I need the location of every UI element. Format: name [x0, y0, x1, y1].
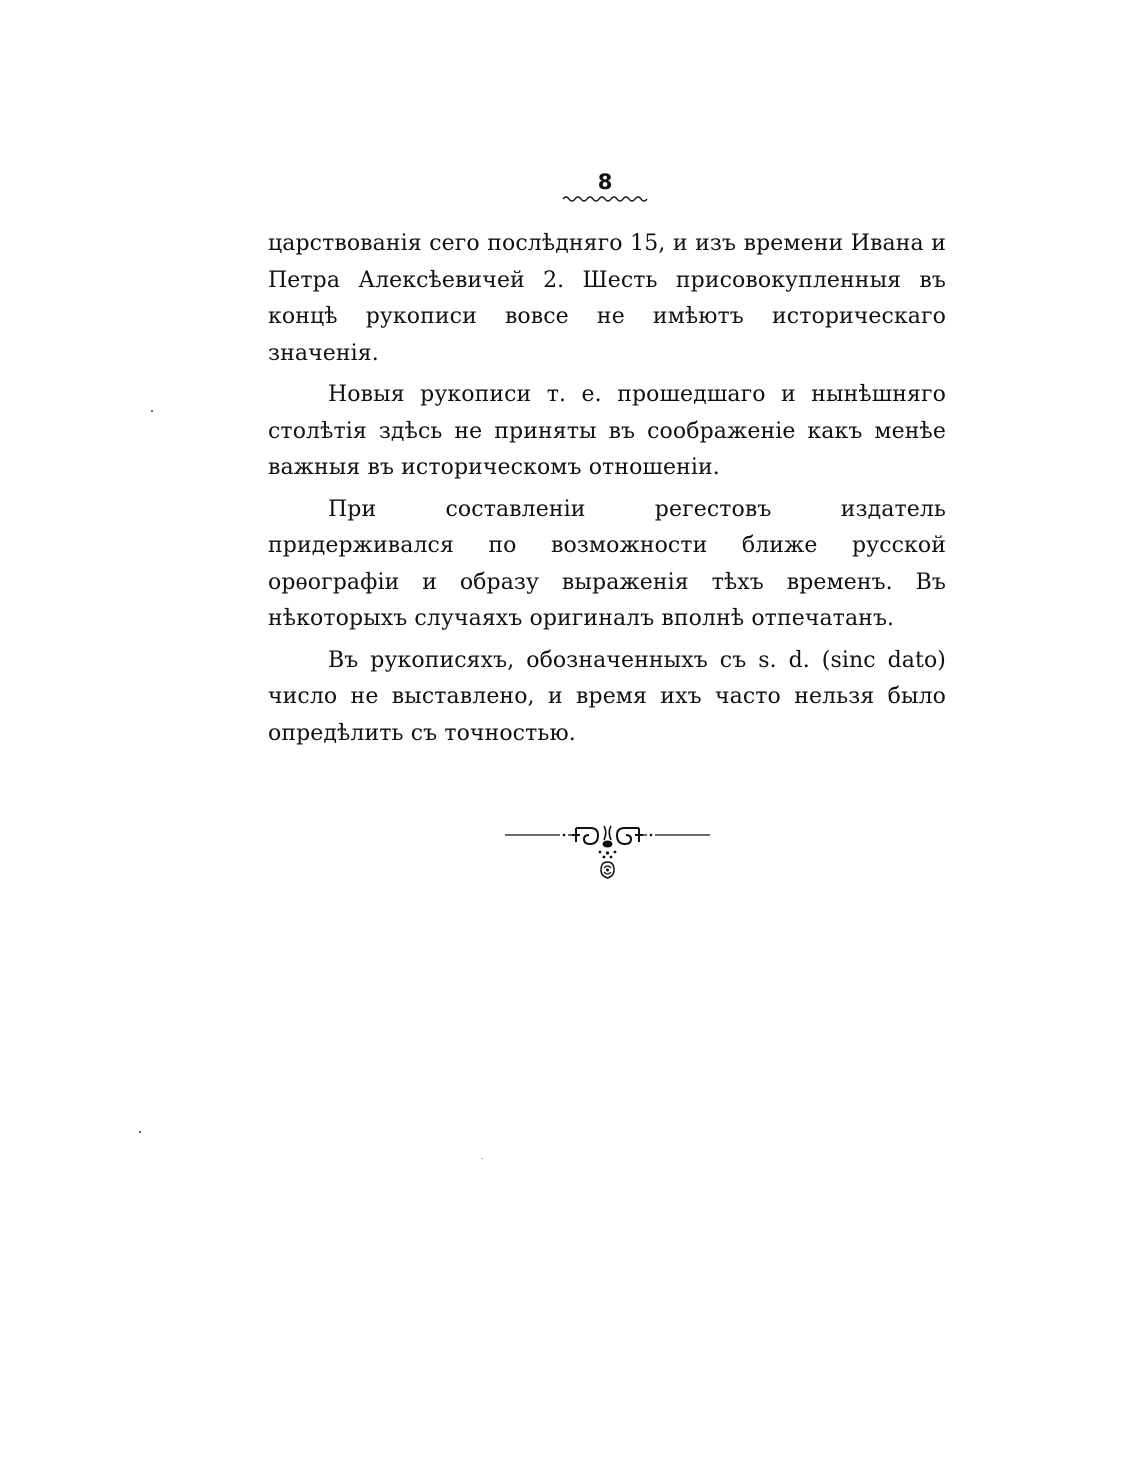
body-text: [268, 226, 946, 757]
paragraph-regesta-orthography: При составленіи регестовъ издатель придерживался по возможности ближе русской орѳографіи и образу выраженія тѣхъ временъ. Въ нѣкоторыхъ случаяхъ оригиналъ вполнѣ отпечатанъ.: [268, 496, 946, 631]
print-speck: [139, 1131, 141, 1133]
wavy-line-icon: [562, 194, 648, 202]
paragraph-new-manuscripts: Новыя рукописи т. е. прошедшаго и нынѣшняго столѣтія здѣсь не приняты въ соображеніе какъ менѣе важныя въ историческомъ отношеніи.: [268, 382, 946, 480]
scroll-ornament-icon: [500, 822, 715, 884]
print-speck: [482, 1158, 483, 1159]
print-speck: [151, 410, 153, 412]
page-number: 8: [597, 170, 613, 194]
paragraph-continuation: царствованія сего послѣдняго 15, и изъ времени Ивана и Петра Алексѣевичей 2. Шесть присовокупленныя въ концѣ рукописи вовсе не имѣютъ историческаго значенія.: [268, 231, 946, 366]
paragraph-sine-dato: Въ рукописяхъ, обозначенныхъ съ s. d. (sinc dato) число не выставлено, и время ихъ часто нельзя было опредѣлить съ точностью.: [268, 647, 946, 746]
page-header: [560, 170, 650, 202]
